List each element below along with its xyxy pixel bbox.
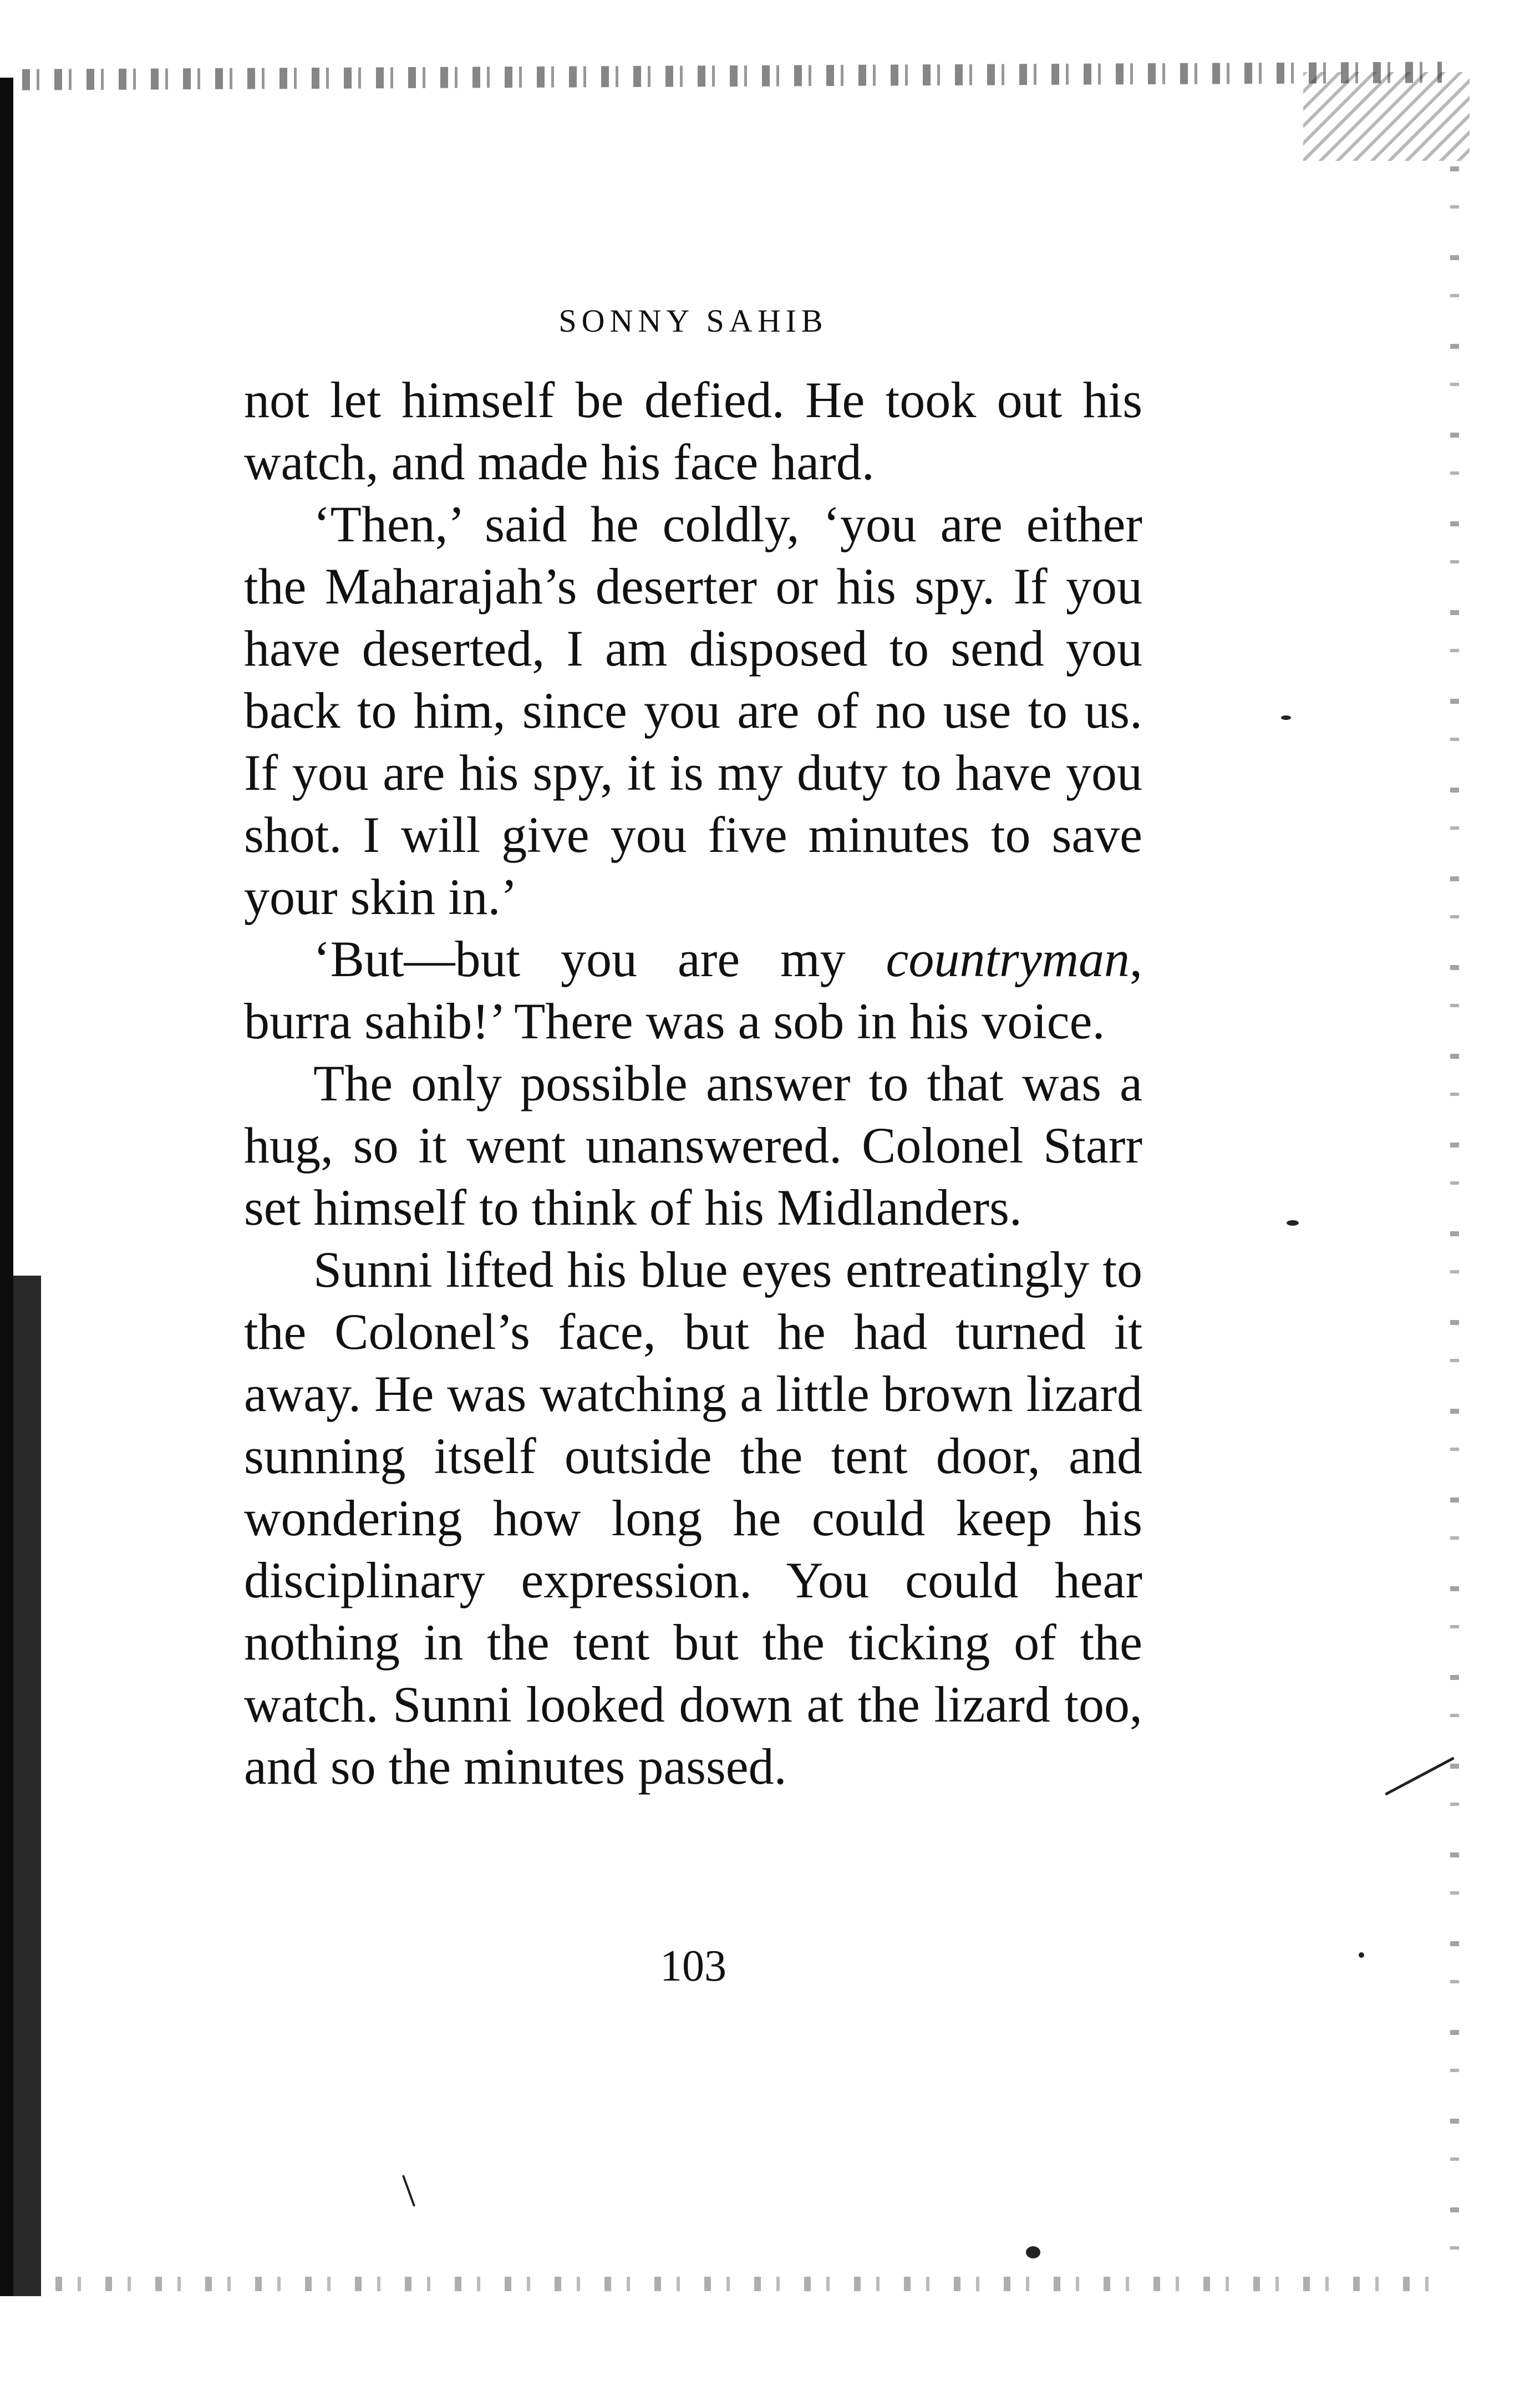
scan-edge-right (1450, 166, 1459, 2274)
paragraph (244, 1052, 1142, 1238)
paragraph (244, 493, 1142, 928)
scan-speck (1359, 1952, 1364, 1958)
text-run: , burra sahib!’ There was a sob in his voice. (244, 931, 1142, 1049)
scan-edge-top-right (1303, 72, 1470, 161)
scan-edge-left (0, 78, 13, 2296)
text-run: The only possible answer to that was a hug, so it went unanswered. Colonel Starr set himself to think of his Midlanders. (244, 1055, 1142, 1236)
paragraph (244, 1238, 1142, 1798)
text-run: ‘But—but you are my (313, 931, 886, 987)
page-number: 103 (660, 1942, 726, 1991)
running-head: SONNY SAHIB (558, 303, 828, 339)
scan-speck (1281, 715, 1291, 720)
scan-speck (1026, 2246, 1040, 2258)
paragraph (244, 369, 1142, 493)
scan-speck (402, 2175, 415, 2207)
italic-text: countryman (886, 931, 1130, 987)
text-run: Sunni lifted his blue eyes entreatingly to the Colonel’s face, but he had turned it away. He was watching a little brown lizard sunning itself outside the tent door, and wondering how long he could keep his disciplinary expression. You could hear nothing in the tent but the ticking of the watch. Sunni looked down at the lizard too, and so the minutes passed. (244, 1241, 1142, 1795)
body-text (244, 369, 1142, 1798)
scan-edge-left-shadow (13, 1276, 41, 2296)
text-run: not let himself be defied. He took out his watch, and made his face hard. (244, 372, 1142, 490)
scan-edge-top (22, 62, 1442, 90)
scan-edge-bottom (55, 2277, 1453, 2291)
text-run: ‘Then,’ said he coldly, ‘you are either the Maharajah’s deserter or his spy. If you have deserted, I am disposed to send you back to him, since you are of no use to us. If you are his spy, it is my duty to have you shot. I will give you five minutes to save your skin in.’ (244, 496, 1142, 925)
scan-speck (1287, 1220, 1299, 1226)
scan-speck (1385, 1756, 1455, 1795)
paragraph (244, 928, 1142, 1052)
